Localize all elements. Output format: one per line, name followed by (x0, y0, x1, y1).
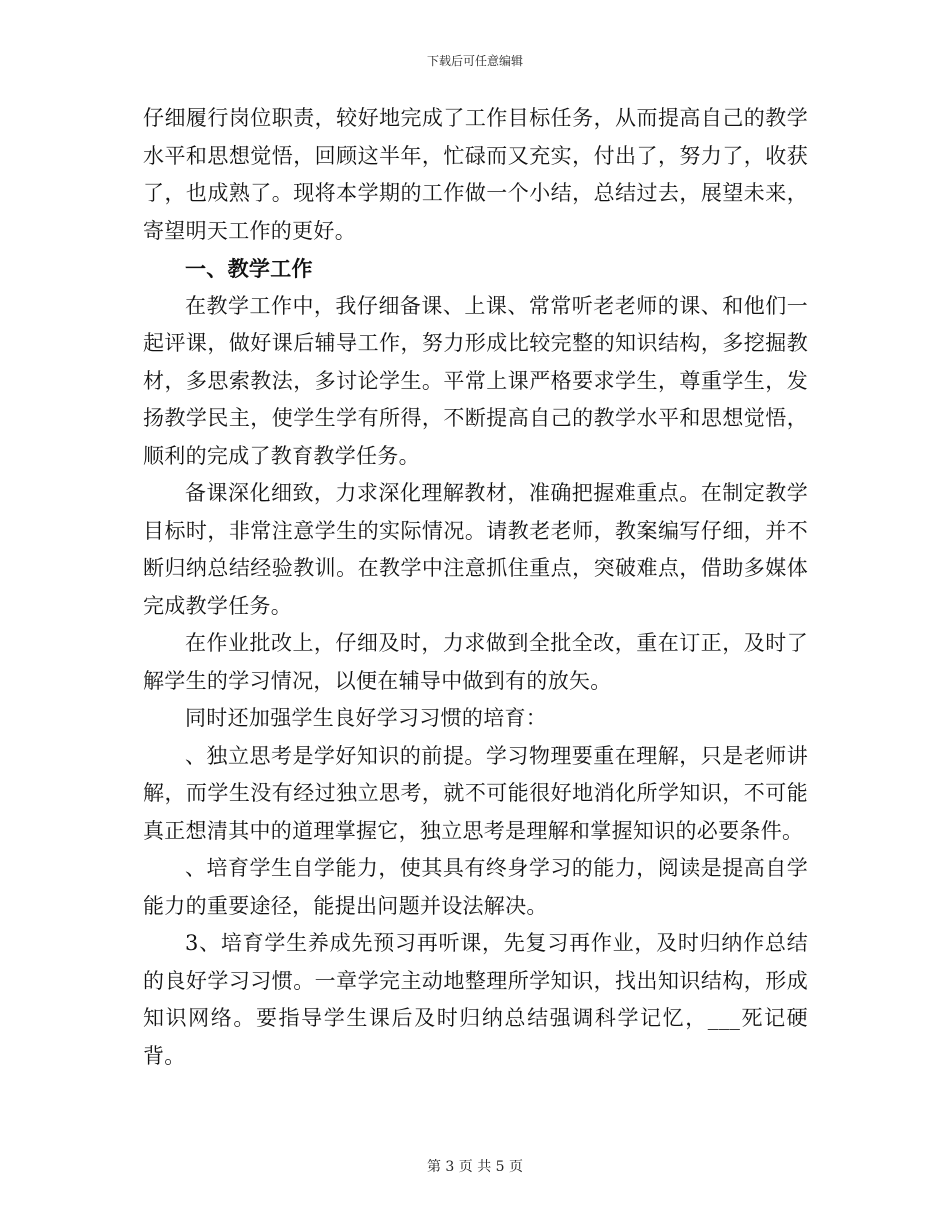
paragraph-preview-review: 3、培育学生养成先预习再听课，先复习再作业，及时归纳作总结的良好学习习惯。一章学完主动地整理所学知识，找出知识结构，形成知识网络。要指导学生课后及时归纳总结强调科学记忆，___死记硬背。 (143, 931, 808, 1068)
paragraph-homework-grading: 在作业批改上，仔细及时，力求做到全批全改，重在订正，及时了解学生的学习情况，以便在辅导中做到有的放矢。 (143, 631, 808, 693)
paragraph-study-habits: 同时还加强学生良好学习习惯的培育： (185, 706, 548, 730)
paragraph-independent-thinking: 、独立思考是学好知识的前提。学习物理要重在理解，只是老师讲解，而学生没有经过独立思考，就不可能很好地消化所学知识，不可能真正想清其中的道理掌握它，独立思考是理解和掌握知识的必要条件。 (143, 743, 808, 843)
paragraph-intro: 仔细履行岗位职责，较好地完成了工作目标任务，从而提高自己的教学水平和思想觉悟，回顾这半年，忙碌而又充实，付出了，努力了，收获了，也成熟了。现将本学期的工作做一个小结，总结过去，展望未来，寄望明天工作的更好。 (143, 106, 808, 243)
paragraph-self-study: 、培育学生自学能力，使其具有终身学习的能力，阅读是提高自学能力的重要途径，能提出问题并设法解决。 (143, 856, 808, 918)
paragraph-lesson-prep: 备课深化细致，力求深化理解教材，准确把握难重点。在制定教学目标时，非常注意学生的实际情况。请教老老师，教案编写仔细，并不断归纳总结经验教训。在教学中注意抓住重点，突破难点，借助多媒体完成教学任务。 (143, 481, 808, 618)
document-body (143, 100, 808, 1075)
section-heading-teaching: 一、教学工作 (185, 256, 313, 281)
page-header-note: 下载后可任意编辑 (426, 54, 523, 68)
paragraph-teaching-work: 在教学工作中，我仔细备课、上课、常常听老老师的课、和他们一起评课，做好课后辅导工作，努力形成比较完整的知识结构，多挖掘教材，多思索教法，多讨论学生。平常上课严格要求学生，尊重学生，发扬教学民主，使学生学有所得，不断提高自己的教学水平和思想觉悟，顺利的完成了教育教学任务。 (143, 293, 808, 468)
page-number: 第 3 页 共 5 页 (426, 1159, 524, 1175)
